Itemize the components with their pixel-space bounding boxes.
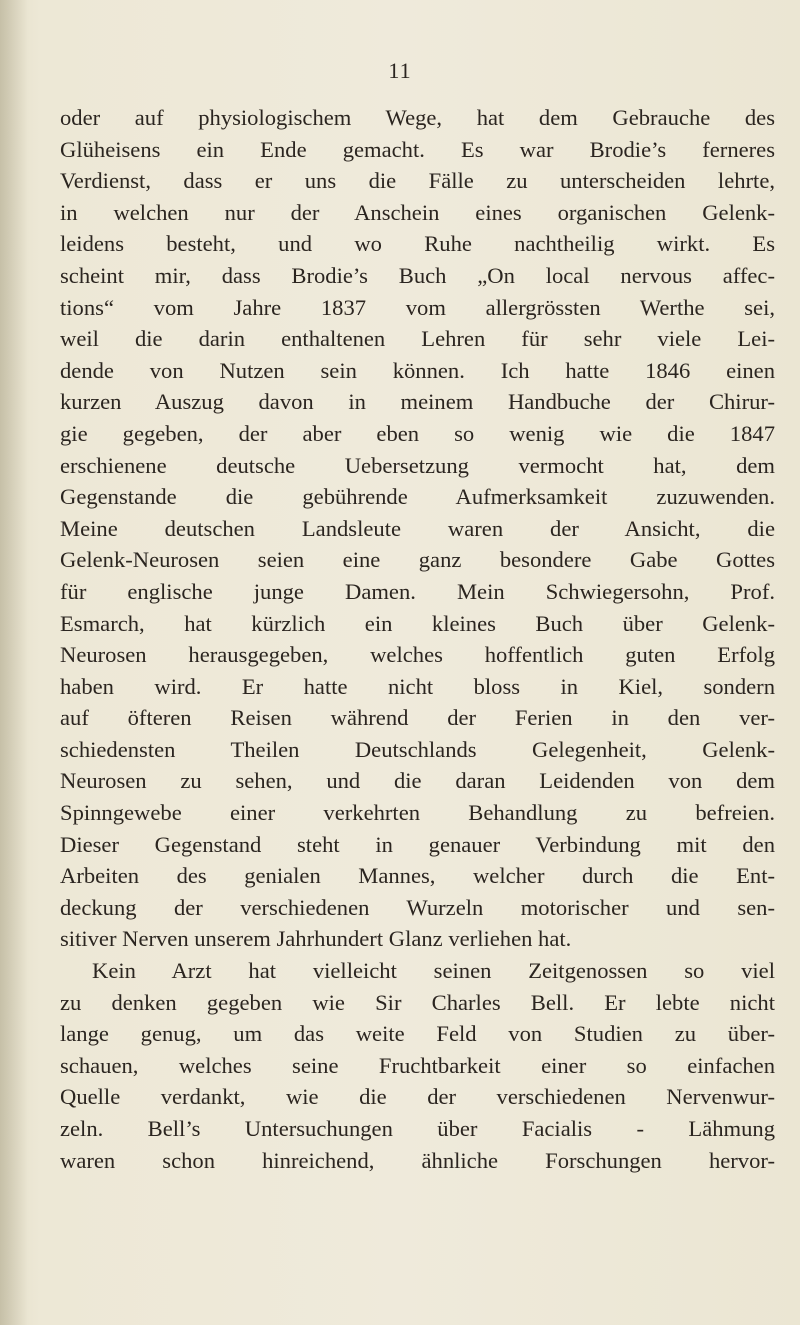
text-line: lange genug, um das weite Feld von Studien zu über- [60,1021,775,1047]
binding-shadow [0,0,28,1325]
text-line: leidens besteht, und wo Ruhe nachtheilig wirkt. Es [60,231,775,257]
text-line: oder auf physiologischem Wege, hat dem Gebrauche des [60,105,775,130]
text-line: zu denken gegeben wie Sir Charles Bell. Er lebte nicht [60,989,775,1015]
text-line: Gegenstande die gebührende Aufmerksamkeit zuzuwenden. [60,484,775,510]
text-line: Neurosen zu sehen, und die daran Leidenden von dem [60,768,775,794]
text-line: tions“ vom Jahre 1837 vom allergrössten Werthe sei, [60,294,775,320]
text-line: Verdienst, dass er uns die Fälle zu unterscheiden lehrte, [60,168,775,194]
text-line: gie gegeben, der aber eben so wenig wie die 1847 [60,420,775,446]
text-line: Meine deutschen Landsleute waren der Ansicht, die [60,515,775,541]
text-line: für englische junge Damen. Mein Schwiegersohn, Prof. [60,578,775,604]
text-line: haben wird. Er hatte nicht bloss in Kiel, sondern [60,673,775,699]
text-line: kurzen Auszug davon in meinem Handbuche der Chirur- [60,389,775,415]
text-line: in welchen nur der Anschein eines organischen Gelenk- [60,199,775,225]
text-line: Dieser Gegenstand steht in genauer Verbindung mit den [60,831,775,857]
text-line: deckung der verschiedenen Wurzeln motorischer und sen- [60,894,775,920]
text-line: Arbeiten des genialen Mannes, welcher durch die Ent- [60,863,775,889]
text-line: sitiver Nerven unserem Jahrhundert Glanz verliehen hat. [60,926,572,952]
text-line: Quelle verdankt, wie die der verschiedenen Nervenwur- [60,1084,775,1110]
text-line: waren schon hinreichend, ähnliche Forschungen hervor- [60,1147,775,1173]
text-line: erschienene deutsche Uebersetzung vermocht hat, dem [60,452,775,478]
text-line: scheint mir, dass Brodie’s Buch „On local nervous affec- [60,262,775,288]
text-line: Neurosen herausgegeben, welches hoffentlich guten Erfolg [60,642,775,668]
paragraph-start-line: Kein Arzt hat vielleicht seinen Zeitgenossen so viel [92,958,775,984]
body-text [60,102,775,1176]
text-line: dende von Nutzen sein können. Ich hatte 1846 einen [60,357,775,383]
text-line: Glüheisens ein Ende gemacht. Es war Brodie’s ferneres [60,136,775,162]
text-line: schauen, welches seine Fruchtbarkeit einer so einfachen [60,1052,775,1078]
text-line: Gelenk-Neurosen seien eine ganz besondere Gabe Gottes [60,547,775,573]
page-number: 11 [388,58,412,83]
text-line: weil die darin enthaltenen Lehren für sehr viele Lei- [60,326,775,352]
text-line: schiedensten Theilen Deutschlands Gelegenheit, Gelenk- [60,736,775,762]
text-line: Esmarch, hat kürzlich ein kleines Buch über Gelenk- [60,610,775,636]
text-line: auf öfteren Reisen während der Ferien in den ver- [60,705,775,731]
text-line: Spinngewebe einer verkehrten Behandlung zu befreien. [60,800,775,826]
text-line: zeln. Bell’s Untersuchungen über Facialis - Lähmung [60,1116,775,1141]
